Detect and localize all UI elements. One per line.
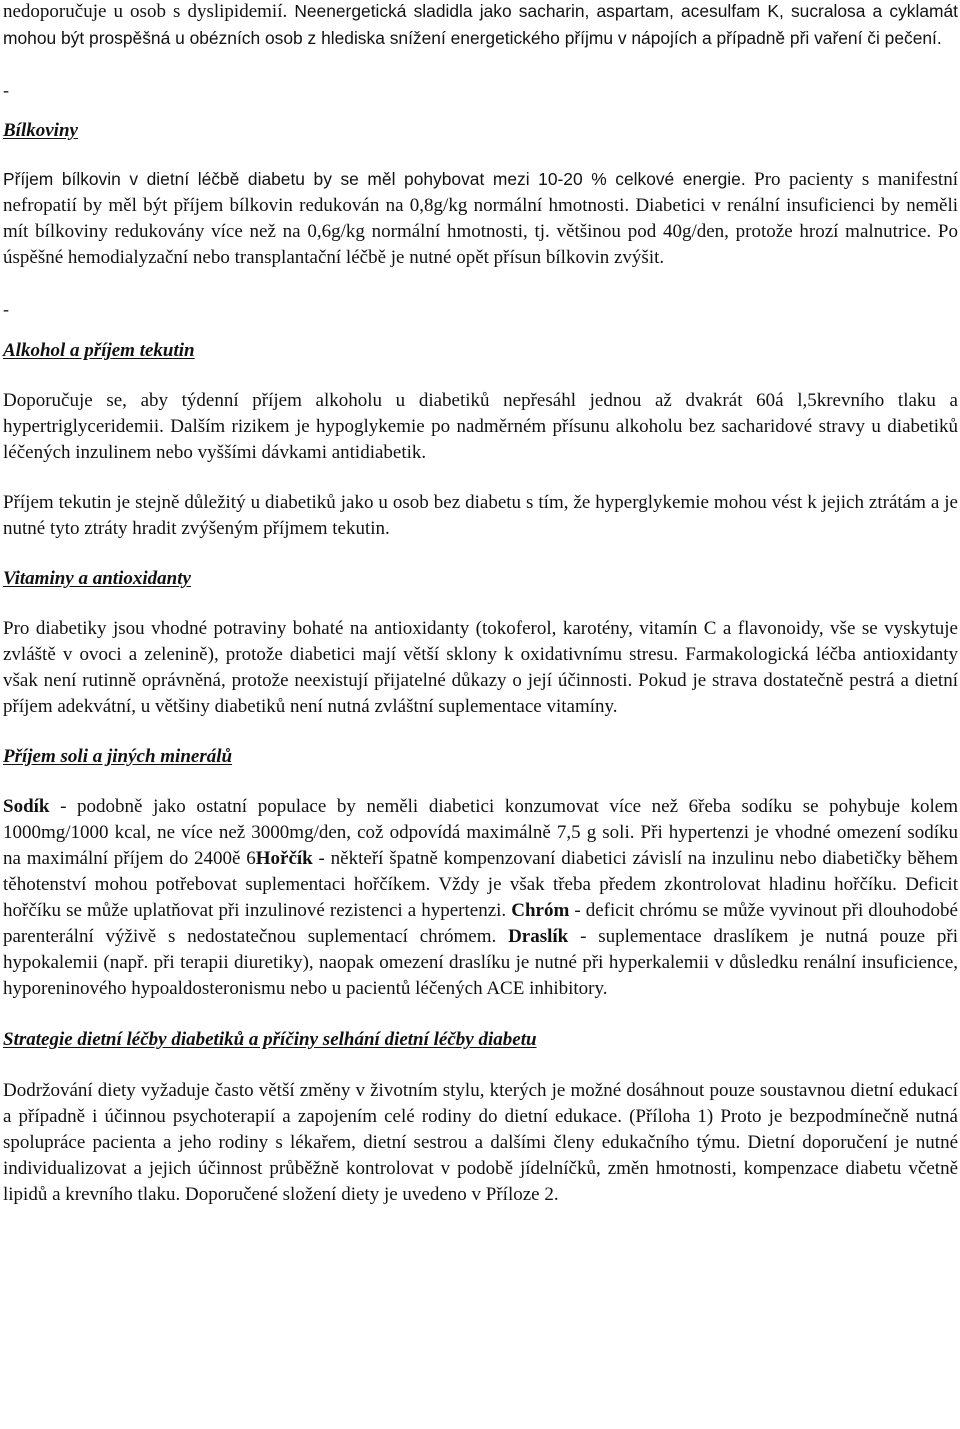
- heading-protein: Bílkoviny: [3, 120, 78, 141]
- chromium-text: - deficit chrómu se může vyvinout při dlouhodobé parenterální výživě s nedostatečnou suplementací chrómem.: [3, 900, 958, 947]
- fluids-paragraph: Příjem tekutin je stejně důležitý u diabetiků jako u osob bez diabetu s tím, že hyperglykemie mohou vést k jejich ztrátám a je nutné tyto ztráty hradit zvýšeným příjmem tekutin.: [3, 492, 958, 539]
- heading-vitamins: Vitaminy a antioxidanty: [3, 568, 191, 589]
- minerals-paragraph: [3, 794, 958, 1002]
- intro-lead-text: nedoporučuje u osob s dyslipidemií.: [3, 1, 288, 22]
- potassium-text: - suplementace draslíkem je nutná pouze při hypokalemii (např. při terapii diuretiky), naopak omezení draslíku je nutné při hyperkalemii v důsledku renální insuficience, hyporeninového hypoaldosteronismu nebo u pacientů léčených ACE inhibitory.: [3, 926, 958, 999]
- potassium-term: Draslík: [508, 926, 569, 947]
- magnesium-text: - někteří špatně kompenzovaní diabetici závislí na inzulinu nebo diabetičky během těhotenství mohou potřebovat suplementaci hořčíkem. Vždy je však třeba předem zkontrolovat hladinu hořčíku. Deficit hořčíku se může uplatňovat při inzulinové rezistenci a hypertenzi.: [3, 848, 958, 921]
- protein-intake-text: Příjem bílkovin v dietní léčbě diabetu by se měl pohybovat mezi 10-20 % celkové energie.: [3, 169, 746, 189]
- heading-alcohol: Alkohol a příjem tekutin: [3, 340, 195, 361]
- vitamins-paragraph: Pro diabetiky jsou vhodné potraviny bohaté na antioxidanty (tokoferol, karotény, vitamín C a flavonoidy, vše se vyskytuje zvláště v ovoci a zelenině), protože diabetici mají větší sklony k oxidativnímu stresu. Farmakologická léčba antioxidanty však není rutinně oprávněná, protože neexistují přijatelné důkazy o její účinnosti. Pokud je strava dostatečně pestrá a dietní příjem adekvátní, u většiny diabetiků není nutná zvláštní suplementace vitamíny.: [3, 618, 958, 717]
- alcohol-paragraph: Doporučuje se, aby týdenní příjem alkoholu u diabetiků nepřesáhl jednou až dvakrát 60á l,5krevního tlaku a hypertriglyceridemii. Dalším rizikem je hypoglykemie po nadměrném přísunu alkoholu bez sacharidové stravy u diabetiků léčených inzulinem nebo vyššími dávkami antidiabetik.: [3, 390, 958, 463]
- magnesium-term: Hořčík: [255, 848, 313, 869]
- protein-paragraph: [3, 166, 958, 271]
- protein-nephropathy-text: Pro pacienty s manifestní nefropatií by měl být příjem bílkovin redukován na 0,8g/kg normální hmotnosti. Diabetici v renální insuficienci by neměli mít bílkoviny redukovány více než na 0,6g/kg normální hmotnosti, tj. většinou pod 40g/den, protože hrozí malnutrice. Po úspěšné hemodialyzační nebo transplantační léčbě je nutné opět přísun bílkovin zvýšit.: [3, 169, 958, 268]
- sodium-text: - podobně jako ostatní populace by neměli diabetici konzumovat více než 6řeba sodíku se pohybuje kolem 1000mg/1000 kcal, ne více než 3000mg/den, což odpovídá maximálně 7,5 g soli. Při hypertenzi je vhodné omezení sodíku na maximální příjem do 2400ě 6: [3, 796, 958, 869]
- strategy-paragraph: Dodržování diety vyžaduje často větší změny v životním stylu, kterých je možné dosáhnout pouze soustavnou dietní edukací a případně i účinnou psychoterapií a zapojením celé rodiny do dietní edukace. (Příloha 1) Proto je bezpodmínečně nutná spolupráce pacienta a jeho rodiny s lékařem, dietní sestrou a dalšími členy edukačního týmu. Dietní doporučení je nutné individualizovat a jejich účinnost průběžně kontrolovat v podobě jídelníčků, změn hmotnosti, kompenzace diabetu včetně lipidů a krevního tlaku. Doporučené složení diety je uvedeno v Příloze 2.: [3, 1080, 958, 1205]
- sodium-term: Sodík: [3, 796, 50, 817]
- list-dash: -: [3, 80, 9, 100]
- list-dash: -: [3, 299, 9, 319]
- intro-sweeteners-text: Neenergetická sladidla jako sacharin, aspartam, acesulfam K, sucralosa a cyklamát mohou být prospěšná u obézních osob z hlediska snížení energetického příjmu v nápojích a případně při vaření či pečení.: [3, 1, 958, 48]
- heading-strategy: Strategie dietní léčby diabetiků a příčiny selhání dietní léčby diabetu: [3, 1029, 537, 1050]
- chromium-term: Chróm: [511, 900, 570, 921]
- heading-minerals: Příjem soli a jiných minerálů: [3, 746, 233, 767]
- intro-paragraph: [3, 0, 958, 52]
